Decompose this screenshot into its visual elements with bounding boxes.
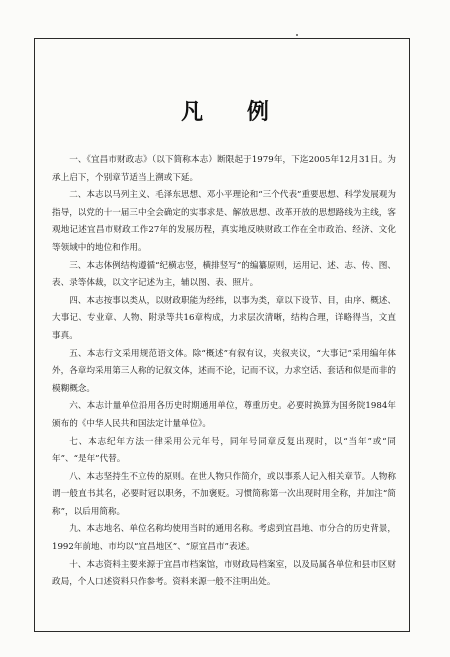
- paragraph-7: 七、本志纪年方法一律采用公元年号，同年号同章反复出现时，以“当年”或“同年”、“是年”代替。: [52, 436, 396, 465]
- paragraph-5: 五、本志行文采用规范语文体。除“概述”有叙有议，夹叙夹议，“大事记”采用编年体外，各章均采用第三人称的记叙文体，述而不论，记而不议，力求空话、套话和似是而非的模糊概念。: [52, 348, 396, 394]
- scan-speck: [296, 34, 298, 36]
- paragraph-2: 二、本志以马列主义、毛泽东思想、邓小平理论和“三个代表”重要思想、科学发展观为指导，以党的十一届三中全会确定的实事求是、解放思想、改革开放的思想路线为主线，客观地记述宜昌市财政工作27年的发展历程，真实地反映财政工作在全市政治、经济、文化等领域中的地位和作用。: [52, 190, 396, 253]
- paragraph-10: 十、本志资料主要来源于宜昌市档案馆，市财政局档案室，以及局属各单位和县市区财政局，个人口述资料只作参考。资料来源一般不注明出处。: [52, 559, 396, 588]
- paragraph-4: 四、本志按事以类从，以财政职能为经纬，以事为类，章以下设节、目，由序、概述、大事记、专业章、人物、附录等共16章构成，力求层次清晰，结构合理，详略得当，文直事真。: [52, 295, 396, 341]
- page-body: [52, 152, 396, 592]
- page-title: 凡 例: [181, 99, 287, 125]
- paragraph-1: 一、《宜昌市财政志》（以下简称本志）断限起于1979年，下迄2005年12月31日。为承上启下，个别章节适当上溯或下延。: [52, 155, 396, 183]
- paragraph-3: 三、本志体例结构遵循“纪横志竖，横排竖写”的编纂原则，运用记、述、志、传、图、表、录等体裁，以文字记述为主，辅以图、表、照片。: [52, 260, 396, 289]
- paragraph-9: 九、本志地名、单位名称均使用当时的通用名称。考虑到宜昌地、市分合的历史背景，1992年前地、市均以“宜昌地区”、“原宜昌市”表述。: [52, 524, 396, 553]
- paragraph-8: 八、本志坚持生不立传的原则。在世人物只作简介，或以事系人记入相关章节。人物称谓一般直书其名，必要时冠以职务，不加褒贬。习惯简称第一次出现时用全称，并加注“简称”，以后用简称。: [52, 471, 396, 517]
- paragraph-6: 六、本志计量单位沿用各历史时期通用单位，尊重历史。必要时换算为国务院1984年颁布的《中华人民共和国法定计量单位》。: [52, 401, 396, 429]
